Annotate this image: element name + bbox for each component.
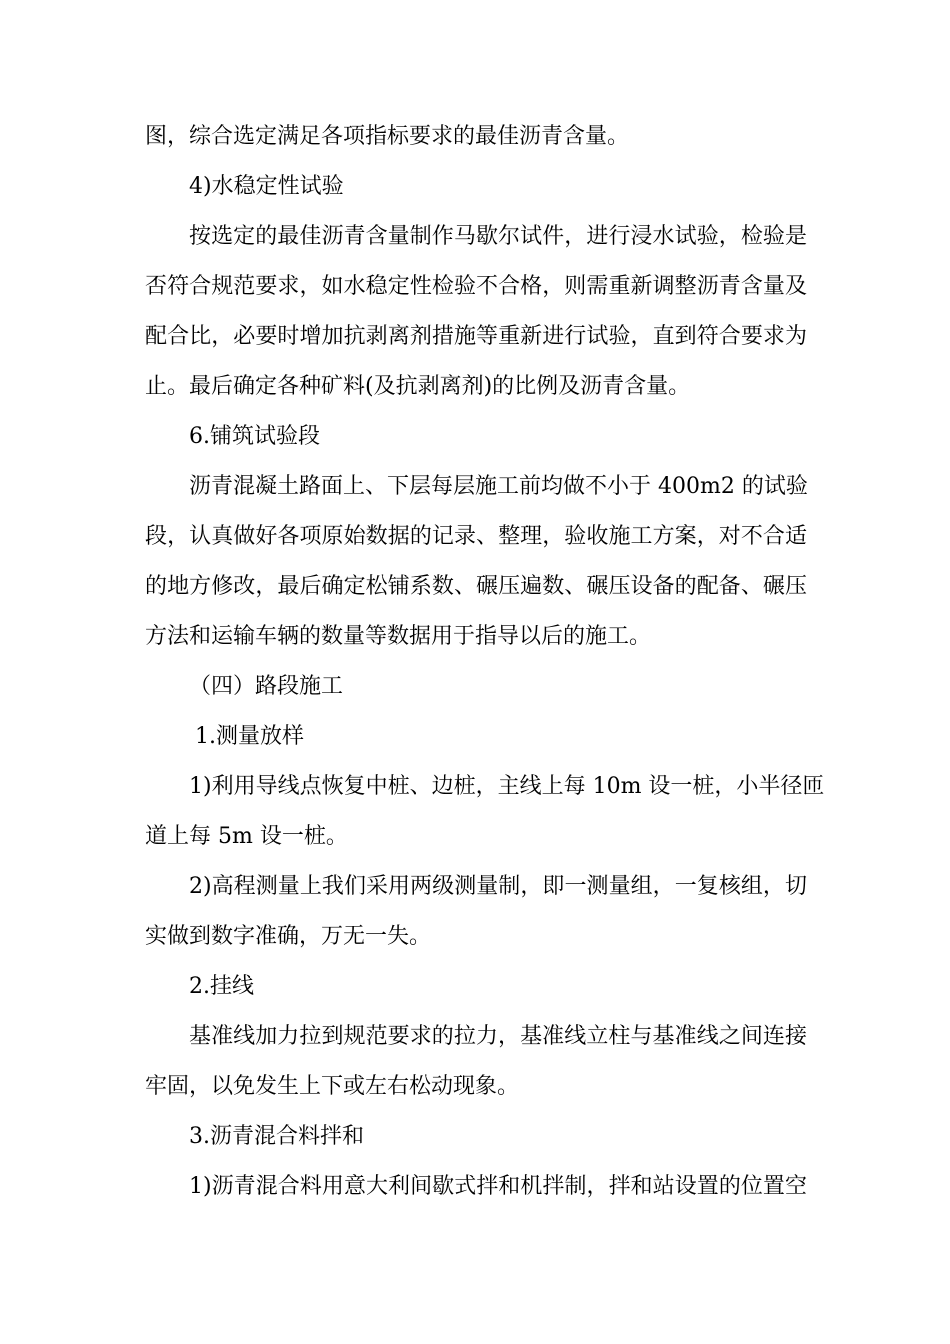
section-heading: 1.测量放样 — [195, 724, 304, 749]
section-heading: 3.沥青混合料拌和 — [189, 1124, 364, 1149]
text-line: 止。最后确定各种矿料(及抗剥离剂)的比例及沥青含量。 — [145, 374, 691, 399]
document-body — [145, 112, 825, 1212]
section-heading: 6.铺筑试验段 — [189, 424, 320, 449]
text-line: 段，认真做好各项原始数据的记录、整理，验收施工方案，对不合适 — [145, 524, 807, 549]
section-heading: 2.挂线 — [189, 974, 254, 999]
text-line: 否符合规范要求，如水稳定性检验不合格，则需重新调整沥青含量及 — [145, 274, 807, 299]
section-heading: 4)水稳定性试验 — [189, 174, 344, 199]
text-line: 配合比，必要时增加抗剥离剂措施等重新进行试验，直到符合要求为 — [145, 324, 807, 349]
text-line: 道上每 5m 设一桩。 — [145, 824, 348, 849]
text-line: 2)高程测量上我们采用两级测量制，即一测量组，一复核组，切 — [189, 874, 807, 899]
text-line: 实做到数字准确，万无一失。 — [145, 924, 432, 949]
text-line: 的地方修改，最后确定松铺系数、碾压遍数、碾压设备的配备、碾压 — [145, 574, 807, 599]
text-line: 图，综合选定满足各项指标要求的最佳沥青含量。 — [145, 124, 630, 149]
text-line: 1)利用导线点恢复中桩、边桩，主线上每 10m 设一桩，小半径匝 — [189, 774, 825, 799]
text-line: 按选定的最佳沥青含量制作马歇尔试件，进行浸水试验，检验是 — [189, 224, 807, 249]
section-heading: （四）路段施工 — [189, 674, 344, 699]
text-line: 方法和运输车辆的数量等数据用于指导以后的施工。 — [145, 624, 652, 649]
text-line: 沥青混凝土路面上、下层每层施工前均做不小于 400m2 的试验 — [189, 474, 808, 499]
text-line: 基准线加力拉到规范要求的拉力，基准线立柱与基准线之间连接 — [189, 1024, 807, 1049]
text-line: 1)沥青混合料用意大利间歇式拌和机拌制，拌和站设置的位置空 — [189, 1174, 807, 1199]
text-line: 牢固，以免发生上下或左右松动现象。 — [145, 1074, 520, 1099]
